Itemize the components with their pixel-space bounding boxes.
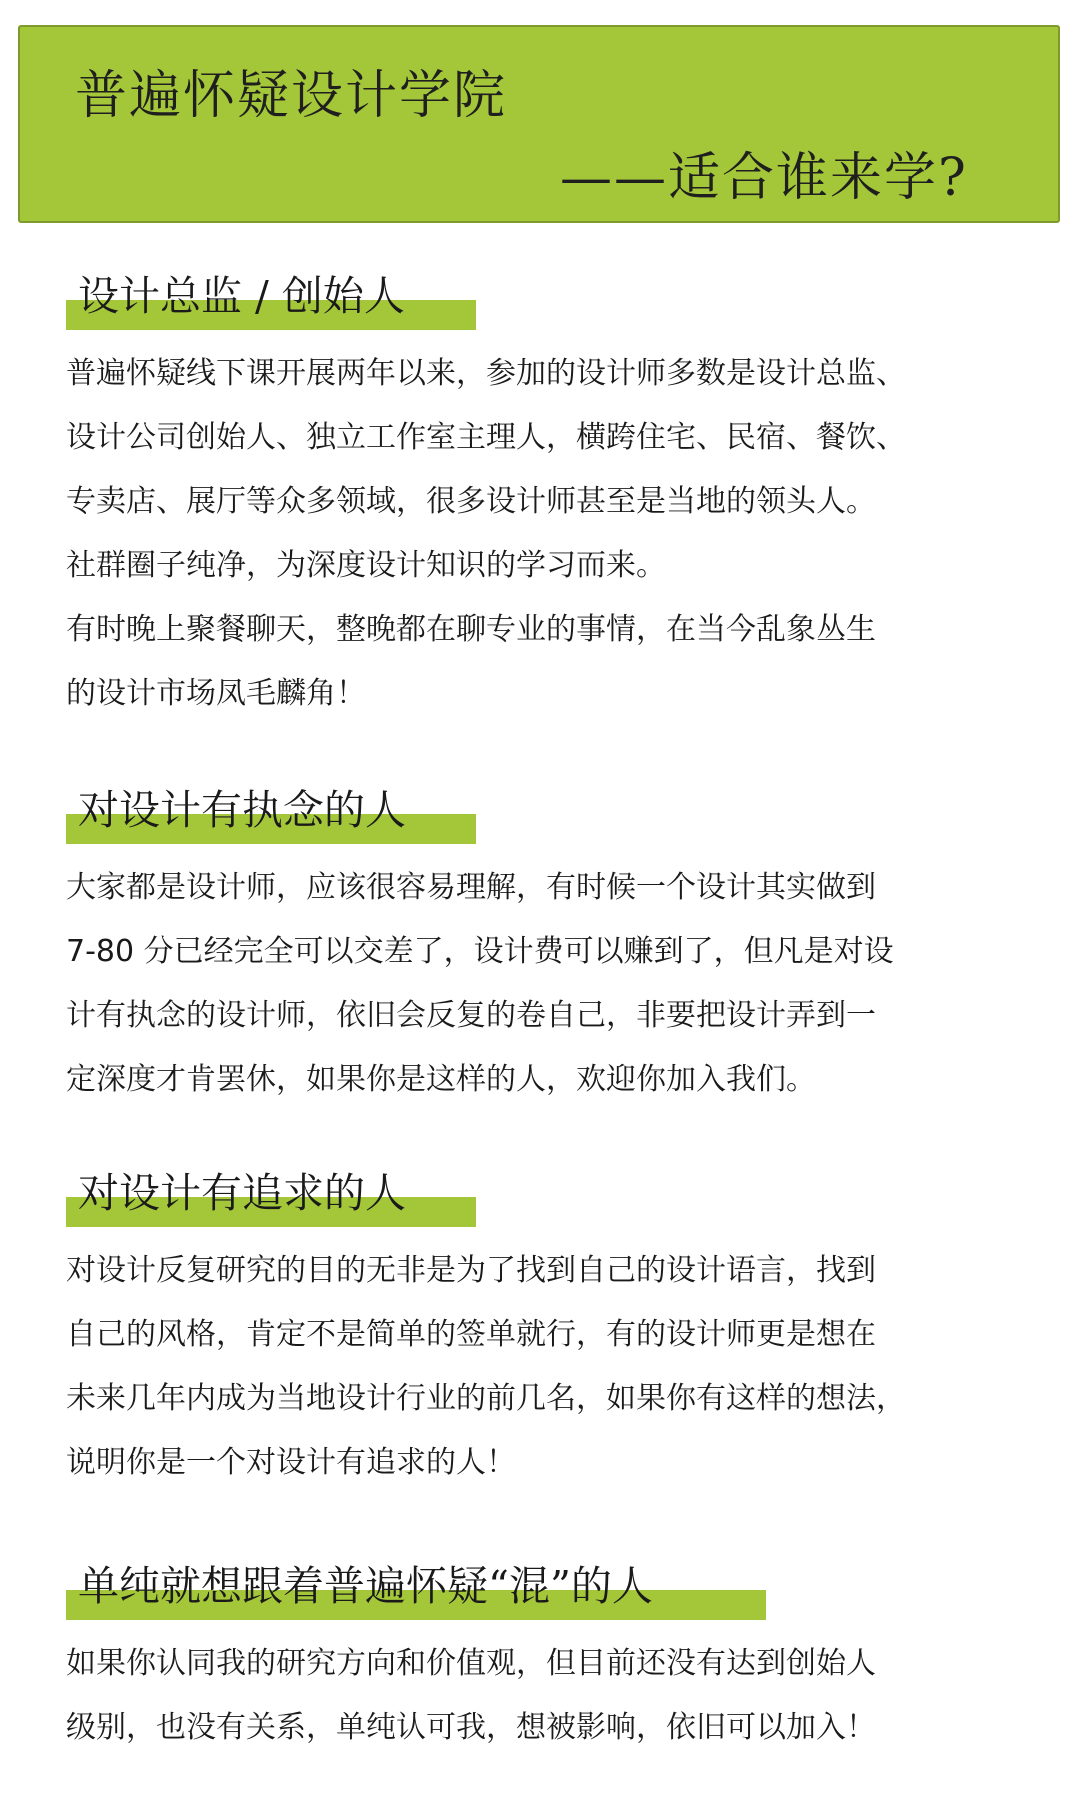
section-heading-text: 单纯就想跟着普遍怀疑“混”的人 xyxy=(78,1562,653,1610)
body-line: 级别，也没有关系，单纯认可我，想被影响，依旧可以加入！ xyxy=(66,1710,876,1745)
body-line: 说明你是一个对设计有追求的人！ xyxy=(66,1445,516,1480)
body-line: 社群圈子纯净，为深度设计知识的学习而来。 xyxy=(66,548,666,583)
banner-subtitle: ——适合谁来学? xyxy=(560,148,968,208)
body-line: 计有执念的设计师，依旧会反复的卷自己，非要把设计弄到一 xyxy=(66,998,876,1033)
section-heading-text: 设计总监 / 创始人 xyxy=(78,272,405,320)
section-heading xyxy=(66,1558,1026,1628)
body-line: 定深度才肯罢休，如果你是这样的人，欢迎你加入我们。 xyxy=(66,1062,816,1097)
body-line: 设计公司创始人、独立工作室主理人，横跨住宅、民宿、餐饮、 xyxy=(66,420,906,455)
body-line: 未来几年内成为当地设计行业的前几名，如果你有这样的想法， xyxy=(66,1381,906,1416)
body-line: 大家都是设计师，应该很容易理解，有时候一个设计其实做到 xyxy=(66,870,876,905)
section-design-obsession xyxy=(66,782,1026,1112)
section-design-pursuit xyxy=(66,1165,1026,1495)
section-heading-text: 对设计有追求的人 xyxy=(78,1169,406,1217)
section-heading xyxy=(66,268,1026,338)
section-follow-along xyxy=(66,1558,1026,1760)
banner-title: 普遍怀疑设计学院 xyxy=(75,66,508,126)
section-body xyxy=(66,1239,1026,1495)
section-heading-text: 对设计有执念的人 xyxy=(78,786,406,834)
body-line: 专卖店、展厅等众多领域，很多设计师甚至是当地的领头人。 xyxy=(66,484,876,519)
section-heading xyxy=(66,782,1026,852)
body-line: 有时晚上聚餐聊天，整晚都在聊专业的事情，在当今乱象丛生 xyxy=(66,612,876,647)
body-line: 的设计市场凤毛麟角！ xyxy=(66,676,366,711)
body-line: 如果你认同我的研究方向和价值观，但目前还没有达到创始人 xyxy=(66,1646,876,1681)
section-body xyxy=(66,856,1026,1112)
body-line: 自己的风格，肯定不是简单的签单就行，有的设计师更是想在 xyxy=(66,1317,876,1352)
body-line: 对设计反复研究的目的无非是为了找到自己的设计语言，找到 xyxy=(66,1253,876,1288)
section-body xyxy=(66,1632,1026,1760)
section-design-director xyxy=(66,268,1026,726)
section-heading xyxy=(66,1165,1026,1235)
body-line: 普遍怀疑线下课开展两年以来，参加的设计师多数是设计总监、 xyxy=(66,356,906,391)
title-banner xyxy=(18,25,1060,223)
section-body xyxy=(66,342,1026,726)
body-line: 7-80 分已经完全可以交差了，设计费可以赚到了，但凡是对设 xyxy=(66,934,894,969)
